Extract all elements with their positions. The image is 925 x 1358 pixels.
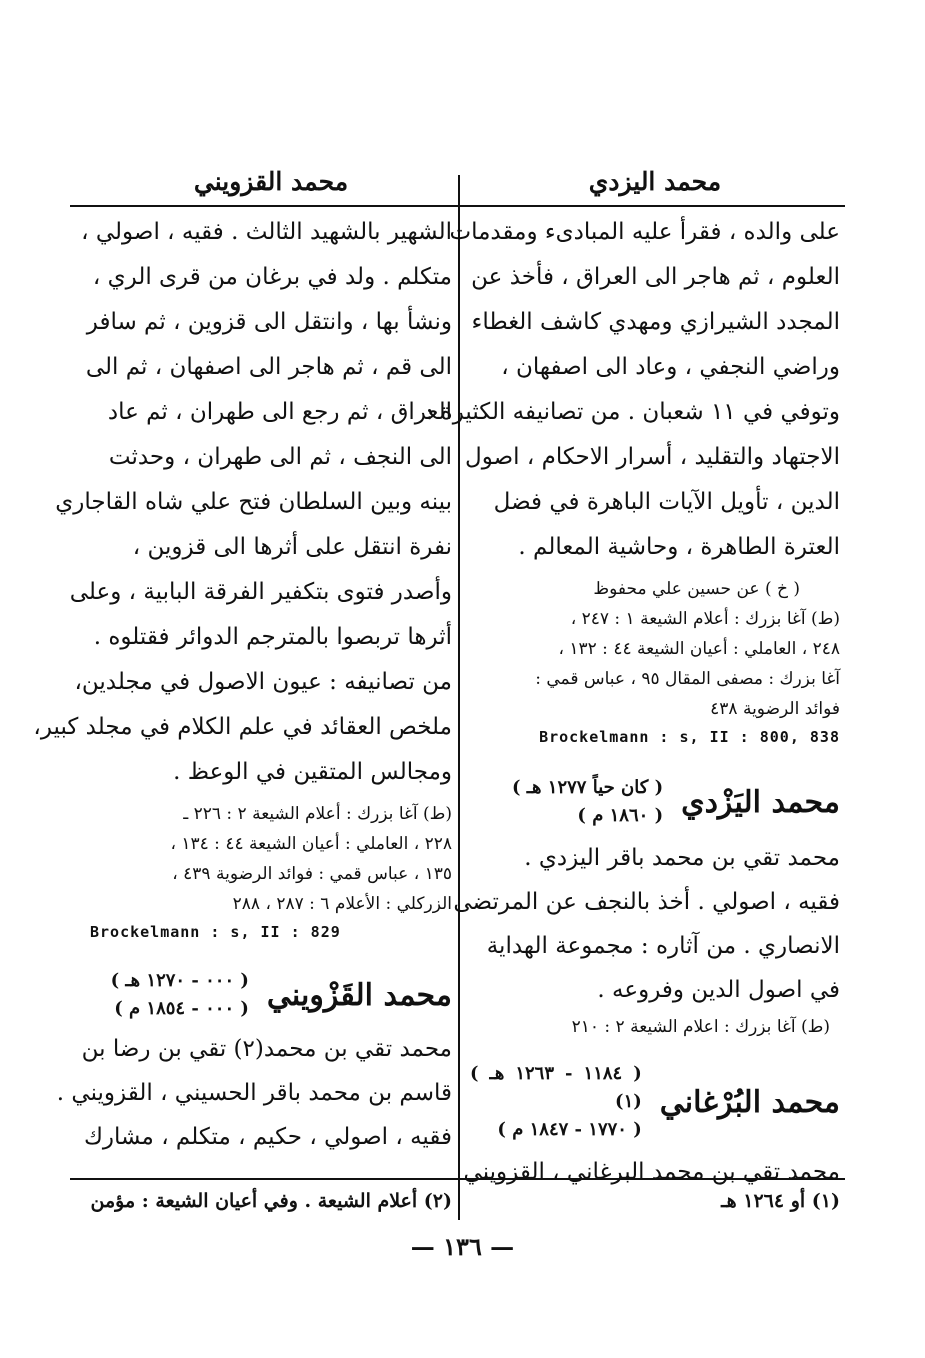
text-line: فقيه ، اصولي . أخذ بالنجف عن المرتضى (453, 889, 840, 915)
reference-line: ٢٢٨ ، العاملي : أعيان الشيعة ٤٤ : ١٣٤ ، (170, 834, 452, 854)
text-line: العراق ، ثم رجع الى طهران ، ثم عاد (107, 399, 452, 425)
text-line: من تصانيفه : عيون الاصول في مجلدين، (74, 669, 452, 695)
text-line: على والده ، فقرأ عليه المبادىء ومقدمات (449, 219, 840, 245)
text-line: العلوم ، ثم هاجر الى العراق ، فأخذ عن (471, 264, 840, 290)
hijri-dates: ( ١١٨٤ - ١٢٦٣ هـ )(١) (470, 1063, 642, 1112)
reference-line: ١٣٥ ، عباس قمي : فوائد الرضوية ٤٣٩ ، (172, 864, 452, 884)
footnote-rule (70, 1178, 845, 1180)
text-line: العترة الطاهرة ، وحاشية المعالم . (518, 534, 840, 560)
latin-reference: Brockelmann : s, II : 829 (90, 923, 341, 941)
reference-line: (ط) آغا بزرك : اعلام الشيعة ٢ : ٢١٠ (571, 1017, 830, 1037)
column-divider (458, 175, 460, 1220)
text-line: الشهير بالشهيد الثالث . فقيه ، اصولي ، (81, 219, 452, 245)
left-column-references (90, 799, 452, 919)
page-number: — ١٣٦ — (410, 1232, 515, 1261)
text-line: محمد تقي بن محمد(٢) تقي بن رضا بن (81, 1036, 452, 1062)
entry-body (453, 836, 840, 1012)
text-line: محمد تقي بن محمد باقر اليزدي . (524, 845, 840, 871)
reference-line: الزركلي : الأعلام ٦ : ٢٨٧ ، ٢٨٨ (232, 894, 452, 914)
entry-dates (512, 774, 663, 830)
reference-line: ٢٤٨ ، العاملي : أعيان الشيعة ٤٤ : ١٣٢ ، (558, 639, 840, 659)
text-line: قاسم بن محمد باقر الحسيني ، القزويني . (56, 1080, 452, 1106)
entry-heading (470, 1060, 840, 1144)
text-line: وتوفي في ١١ شعبان . من تصانيفه الكثيرة : (425, 399, 840, 425)
text-line: الى النجف ، ثم الى طهران ، وحدثت (108, 444, 452, 470)
reference-line: آغا بزرك : مصفى المقال ٩٥ ، عباس قمي : (535, 669, 840, 689)
latin-reference: Brockelmann : s, II : 800, 838 (539, 728, 840, 746)
right-column-body (425, 210, 840, 570)
reference-line: فوائد الرضوية ٤٣٨ (710, 699, 840, 719)
entry-body (56, 1027, 452, 1159)
reference-line: (ط) آغا بزرك : أعلام الشيعة ٢ : ٢٢٦ ـ (183, 804, 452, 824)
hijri-dates: ( ٠٠٠ - ١٢٧٠ هـ ) (110, 970, 249, 991)
entry-dates (470, 1060, 642, 1144)
entry-heading (470, 774, 840, 830)
text-line: ونشأ بها ، وانتقل الى قزوين ، ثم سافر (86, 309, 452, 335)
right-footnote: (١) أو ١٢٦٤ هـ (721, 1190, 840, 1212)
entry-name: محمد القَزْويني (266, 977, 452, 1013)
text-line: وأصدر فتوى بتكفير الفرقة البابية ، وعلى (69, 579, 452, 605)
gregorian-dates: ( ١٨٦٠ م ) (577, 805, 664, 826)
hijri-dates: ( كان حياً ١٢٧٧ هـ ) (511, 777, 664, 798)
text-line: الى قم ، ثم هاجر الى اصفهان ، ثم الى (85, 354, 452, 380)
left-column-body (33, 210, 452, 795)
text-line: الانصاري . من آثاره : مجموعة الهداية (486, 933, 840, 959)
entry-body (463, 1150, 840, 1194)
reference-line: ( خ ) عن حسين علي محفوظ (593, 579, 800, 599)
text-line: وراضي النجفي ، وعاد الى اصفهان ، (501, 354, 840, 380)
gregorian-dates: ( ١٧٧٠ - ١٨٤٧ م ) (497, 1119, 642, 1140)
text-line: ملخص العقائد في علم الكلام في مجلد كبير، (33, 714, 452, 740)
entry-dates (111, 967, 249, 1023)
text-line: محمد تقي بن محمد البرغاني ، القزويني (463, 1159, 840, 1185)
text-line: بينه وبين السلطان فتح علي شاه القاجاري (55, 489, 452, 515)
entry-name: محمد اليَزْدي (681, 784, 840, 820)
text-line: في اصول الدين وفروعه . (597, 977, 840, 1003)
entry-heading (90, 967, 452, 1023)
entry-name: محمد البُرْغاني (659, 1084, 840, 1120)
right-column-references (470, 574, 840, 724)
text-line: متكلم . ولد في برغان من قرى الري ، (92, 264, 452, 290)
text-line: نفرة انتقل على أثرها الى قزوين ، (132, 534, 452, 560)
text-line: فقيه ، اصولي ، حكيم ، متكلم ، مشارك (83, 1124, 452, 1150)
left-footnote: (٢) أعلام الشيعة . وفي أعيان الشيعة : مؤمن (90, 1190, 452, 1212)
gregorian-dates: ( ٠٠٠ - ١٨٥٤ م ) (114, 998, 249, 1019)
right-column-title: محمد اليزدي (588, 167, 722, 196)
left-column (33, 160, 452, 1159)
reference-line: (ط) آغا بزرك : أعلام الشيعة ١ : ٢٤٧ ، (570, 609, 840, 629)
text-line: الدين ، تأويل الآيات الباهرة في فضل (493, 489, 840, 515)
text-line: ومجالس المتقين في الوعظ . (173, 759, 452, 785)
text-line: أثرها تربصوا بالمترجم الدوائر فقتلوه . (93, 624, 452, 650)
text-line: الاجتهاد والتقليد ، أسرار الاحكام ، اصول (465, 444, 840, 470)
left-column-title: محمد القزويني (193, 167, 349, 196)
right-column (425, 160, 840, 1194)
text-line: المجدد الشيرازي ومهدي كاشف الغطاء (471, 309, 840, 335)
